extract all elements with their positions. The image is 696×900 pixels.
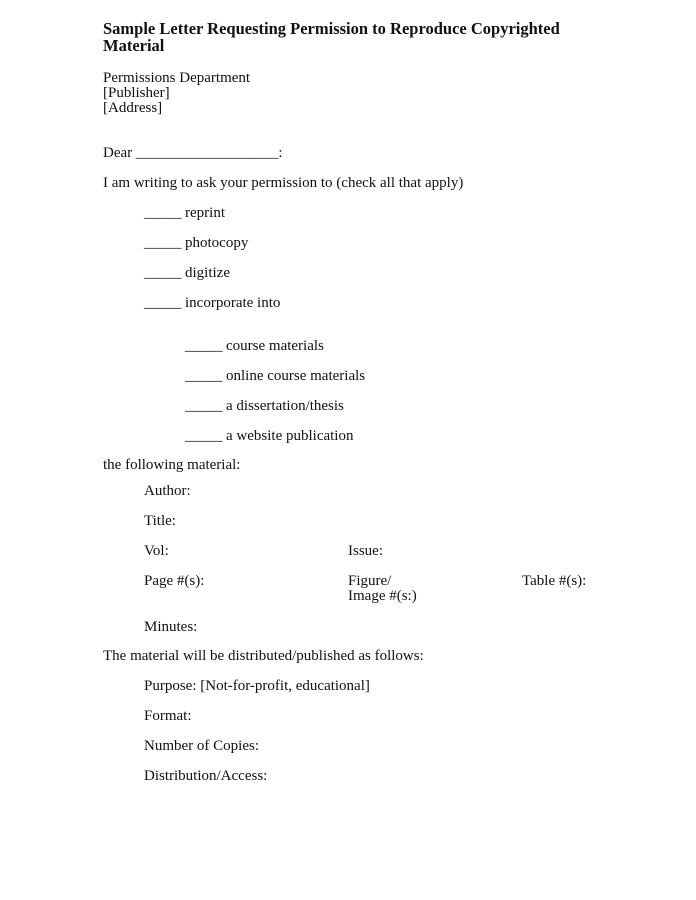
sub-option-course [185, 339, 223, 354]
field-purpose: Purpose: [Not-for-profit, educational] [144, 678, 370, 694]
option-blank: _____ [144, 235, 182, 251]
sub-option-thesis-label: a dissertation/thesis [226, 398, 344, 414]
option-blank: _____ [185, 338, 223, 354]
option-blank: _____ [185, 428, 223, 444]
option-reprint [144, 206, 182, 221]
field-copies: Number of Copies: [144, 738, 259, 754]
recipient-publisher: [Publisher] [103, 85, 170, 101]
sub-option-website [185, 429, 223, 444]
option-blank: _____ [144, 295, 182, 311]
option-digitize [144, 266, 182, 281]
field-figure: Figure/ [348, 573, 392, 589]
field-author: Author: [144, 483, 191, 499]
option-incorporate [144, 296, 182, 311]
option-incorporate-label: incorporate into [185, 295, 281, 311]
field-issue: Issue: [348, 543, 383, 559]
recipient-address: [Address] [103, 100, 163, 116]
option-blank: _____ [144, 205, 182, 221]
field-access: Distribution/Access: [144, 768, 268, 784]
sub-option-website-label: a website publication [226, 428, 354, 444]
sub-option-online-label: online course materials [226, 368, 366, 384]
field-image: Image #(s:) [348, 588, 417, 604]
option-photocopy-label: photocopy [185, 235, 249, 251]
field-minutes: Minutes: [144, 619, 198, 635]
distribution-heading: The material will be distributed/published as follows: [103, 648, 424, 664]
sub-option-thesis [185, 399, 223, 414]
option-blank: _____ [144, 265, 182, 281]
document-title: Sample Letter Requesting Permission to Reproduce Copyrighted Material [103, 19, 560, 55]
option-digitize-label: digitize [185, 265, 230, 281]
field-format: Format: [144, 708, 192, 724]
field-title: Title: [144, 513, 176, 529]
sub-option-course-label: course materials [226, 338, 324, 354]
field-table: Table #(s): [522, 573, 587, 589]
option-blank: _____ [185, 398, 223, 414]
option-photocopy [144, 236, 182, 251]
option-reprint-label: reprint [185, 205, 225, 221]
intro-text: I am writing to ask your permission to (check all that apply) [103, 175, 464, 191]
field-page: Page #(s): [144, 573, 205, 589]
recipient-department: Permissions Department [103, 70, 251, 86]
field-vol: Vol: [144, 543, 169, 559]
option-blank: _____ [185, 368, 223, 384]
material-heading: the following material: [103, 457, 241, 473]
salutation: Dear ___________________: [103, 145, 283, 161]
sub-option-online [185, 369, 223, 384]
